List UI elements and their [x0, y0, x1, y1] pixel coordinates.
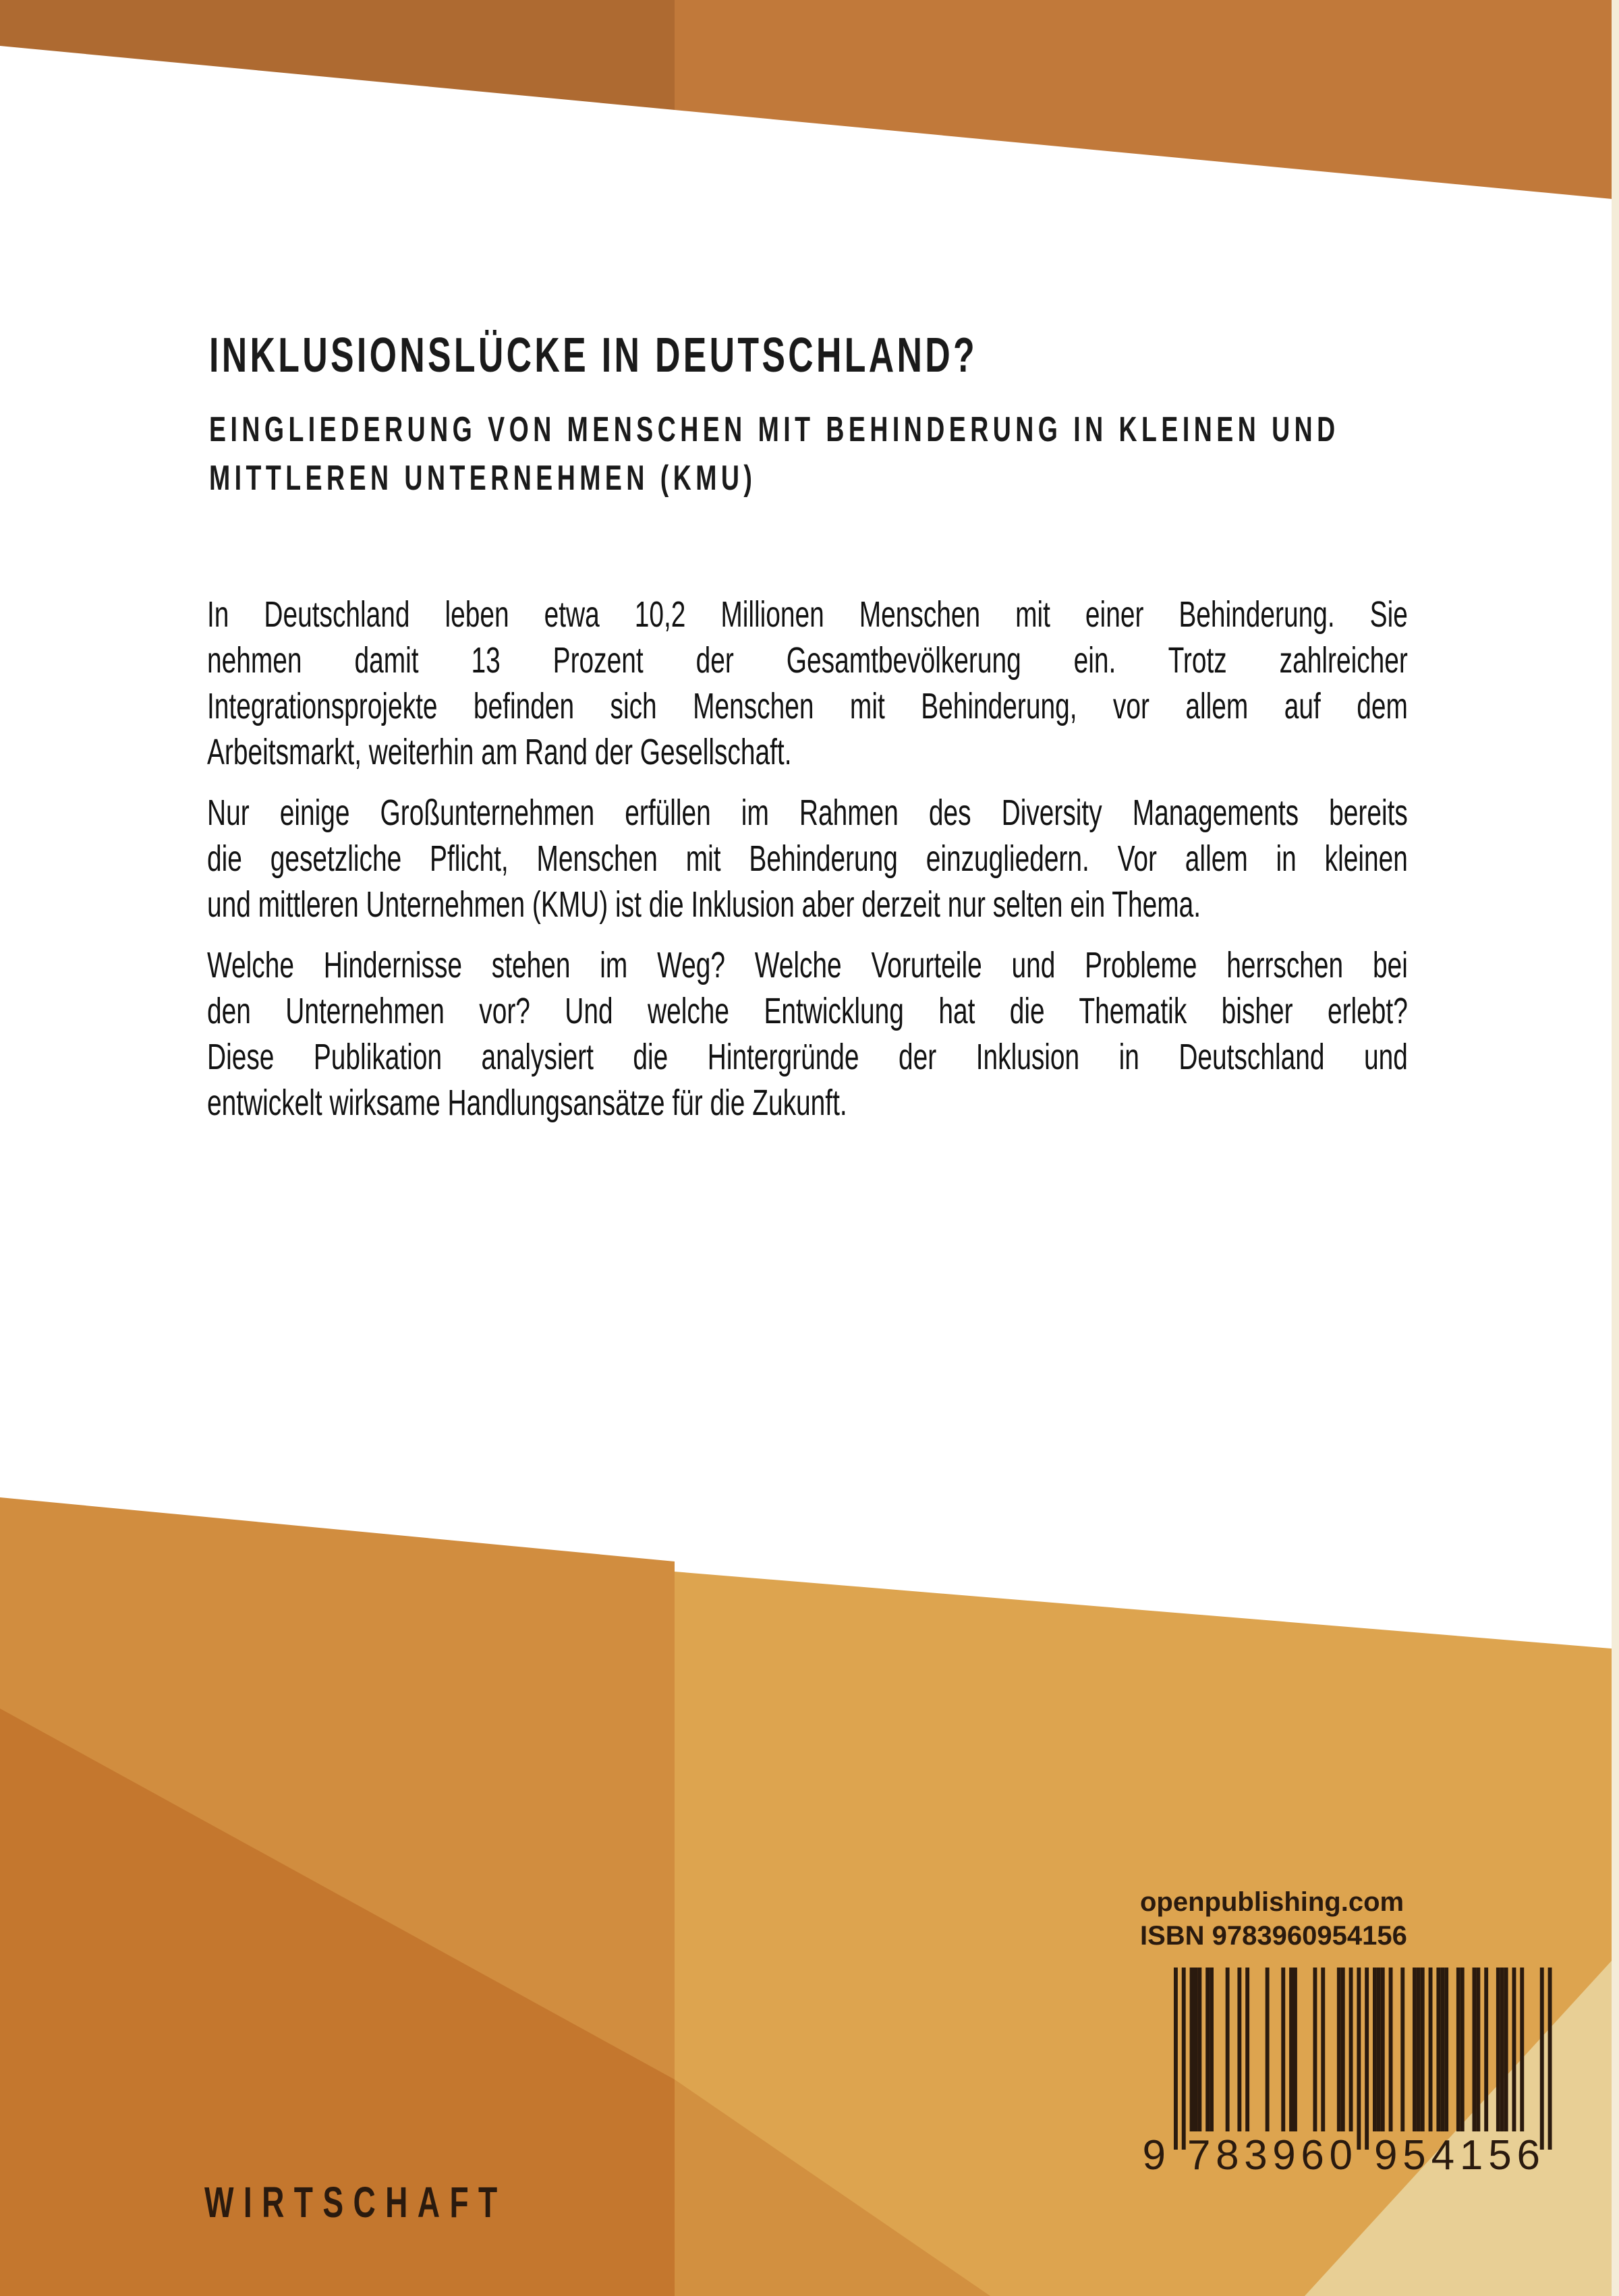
barcode-bar: [1293, 1968, 1297, 2131]
barcode-bar: [1197, 1968, 1201, 2131]
ean13-barcode: [1174, 1968, 1552, 2150]
barcode-bar: [1381, 1968, 1385, 2131]
right-edge-strip: [1612, 0, 1619, 2296]
top-band-right-shape: [675, 0, 1619, 200]
barcode-digit: 5: [1488, 2132, 1512, 2179]
barcode-digits-left: [1187, 2131, 1353, 2179]
barcode-bar: [1496, 1968, 1500, 2131]
barcode-bar: [1548, 1968, 1552, 2150]
barcode-digit: 9: [1272, 2132, 1296, 2179]
barcode-bar: [1365, 1968, 1369, 2150]
barcode-digit: 4: [1431, 2132, 1455, 2179]
barcode-digit: 6: [1516, 2132, 1540, 2179]
barcode-bar: [1337, 1968, 1341, 2131]
page-subtitle: [209, 405, 1340, 503]
publisher-website: openpublishing.com: [1140, 1887, 1404, 1917]
barcode-bar: [1540, 1968, 1544, 2150]
barcode-bar: [1389, 1968, 1393, 2131]
barcode-digit: 6: [1301, 2132, 1324, 2179]
barcode-bar: [1520, 1968, 1524, 2131]
barcode-digits-right: [1374, 2131, 1540, 2179]
blurb-line: Welche Hindernisse stehen im Weg? Welche Vorurteile und Probleme herrschen bei: [207, 945, 1408, 985]
barcode-bar: [1417, 1968, 1421, 2131]
barcode-bar: [1313, 1968, 1317, 2131]
blurb-line: In Deutschland leben etwa 10,2 Millionen Menschen mit einer Behinderung. Sie: [207, 594, 1408, 635]
barcode-bar: [1440, 1968, 1444, 2131]
barcode-bar: [1245, 1968, 1249, 2131]
barcode-bar: [1500, 1968, 1504, 2131]
barcode-bar: [1444, 1968, 1448, 2131]
barcode-bar: [1400, 1968, 1404, 2131]
barcode-digit: 8: [1216, 2132, 1239, 2179]
subtitle-line-2: MITTLEREN UNTERNEHMEN (KMU): [209, 459, 757, 498]
blurb-paragraph-2: [207, 790, 1408, 927]
barcode-bar: [1174, 1968, 1178, 2150]
barcode-bar: [1504, 1968, 1508, 2131]
barcode-bar: [1190, 1968, 1194, 2131]
blurb-line: Diese Publikation analysiert die Hintergründe der Inklusion in Deutschland und: [207, 1037, 1408, 1077]
blurb-line: den Unternehmen vor? Und welche Entwicklung hat die Thematik bisher erlebt?: [207, 991, 1408, 1031]
barcode-bar: [1210, 1968, 1214, 2131]
barcode-bar: [1237, 1968, 1241, 2131]
barcode-bar: [1413, 1968, 1417, 2131]
barcode-bar: [1266, 1968, 1270, 2131]
isbn-label: ISBN 9783960954156: [1140, 1921, 1407, 1951]
barcode-bar: [1421, 1968, 1425, 2131]
barcode-bar: [1289, 1968, 1293, 2131]
barcode-digit-first: 9: [1142, 2132, 1166, 2179]
barcode-bar: [1456, 1968, 1460, 2131]
barcode-digit: 3: [1244, 2132, 1268, 2179]
barcode-digit: 9: [1374, 2132, 1398, 2179]
subtitle-line-1: EINGLIEDERUNG VON MENSCHEN MIT BEHINDERUNG IN KLEINEN UND: [209, 410, 1340, 449]
barcode-bar: [1436, 1968, 1440, 2131]
barcode-bar: [1349, 1968, 1353, 2131]
blurb-line: und mittleren Unternehmen (KMU) ist die Inklusion aber derzeit nur selten ein Thema.: [207, 884, 1201, 925]
barcode-bar: [1321, 1968, 1325, 2131]
blurb-line: die gesetzliche Pflicht, Menschen mit Behinderung einzugliedern. Vor allem in kleinen: [207, 838, 1408, 879]
blurb-line: Integrationsprojekte befinden sich Menschen mit Behinderung, vor allem auf dem: [207, 686, 1408, 726]
top-band-left-shape: [0, 0, 675, 110]
barcode-bar: [1473, 1968, 1477, 2131]
category-label: WIRTSCHAFT: [204, 2178, 507, 2227]
barcode-bar: [1194, 1968, 1198, 2131]
barcode-bar: [1484, 1968, 1488, 2131]
barcode-bar: [1182, 1968, 1186, 2150]
blurb-line: Arbeitsmarkt, weiterhin am Rand der Gesellschaft.: [207, 732, 792, 772]
barcode-bar: [1281, 1968, 1285, 2131]
barcode-digit: 5: [1402, 2132, 1426, 2179]
barcode-bar: [1460, 1968, 1465, 2131]
barcode-bar: [1429, 1968, 1433, 2131]
barcode-bar: [1512, 1968, 1516, 2131]
barcode-bar: [1341, 1968, 1345, 2131]
blurb-line: Nur einige Großunternehmen erfüllen im Rahmen des Diversity Managements bereits: [207, 793, 1408, 833]
barcode-bar: [1373, 1968, 1377, 2131]
barcode-bar: [1357, 1968, 1361, 2150]
barcode-bar: [1476, 1968, 1480, 2131]
barcode-bar: [1205, 1968, 1210, 2131]
barcode-digit: 0: [1329, 2132, 1353, 2179]
barcode-bar: [1226, 1968, 1230, 2131]
blurb-paragraph-3: [207, 942, 1408, 1126]
blurb-line: entwickelt wirksame Handlungsansätze für die Zukunft.: [207, 1083, 847, 1123]
blurb-line: nehmen damit 13 Prozent der Gesamtbevölkerung ein. Trotz zahlreicher: [207, 640, 1408, 681]
barcode-digit: 7: [1187, 2132, 1211, 2179]
blurb-paragraph-1: [207, 592, 1408, 775]
barcode-bar: [1377, 1968, 1381, 2131]
page-title: INKLUSIONSLÜCKE IN DEUTSCHLAND?: [209, 328, 978, 382]
barcode-digit: 1: [1459, 2132, 1483, 2179]
